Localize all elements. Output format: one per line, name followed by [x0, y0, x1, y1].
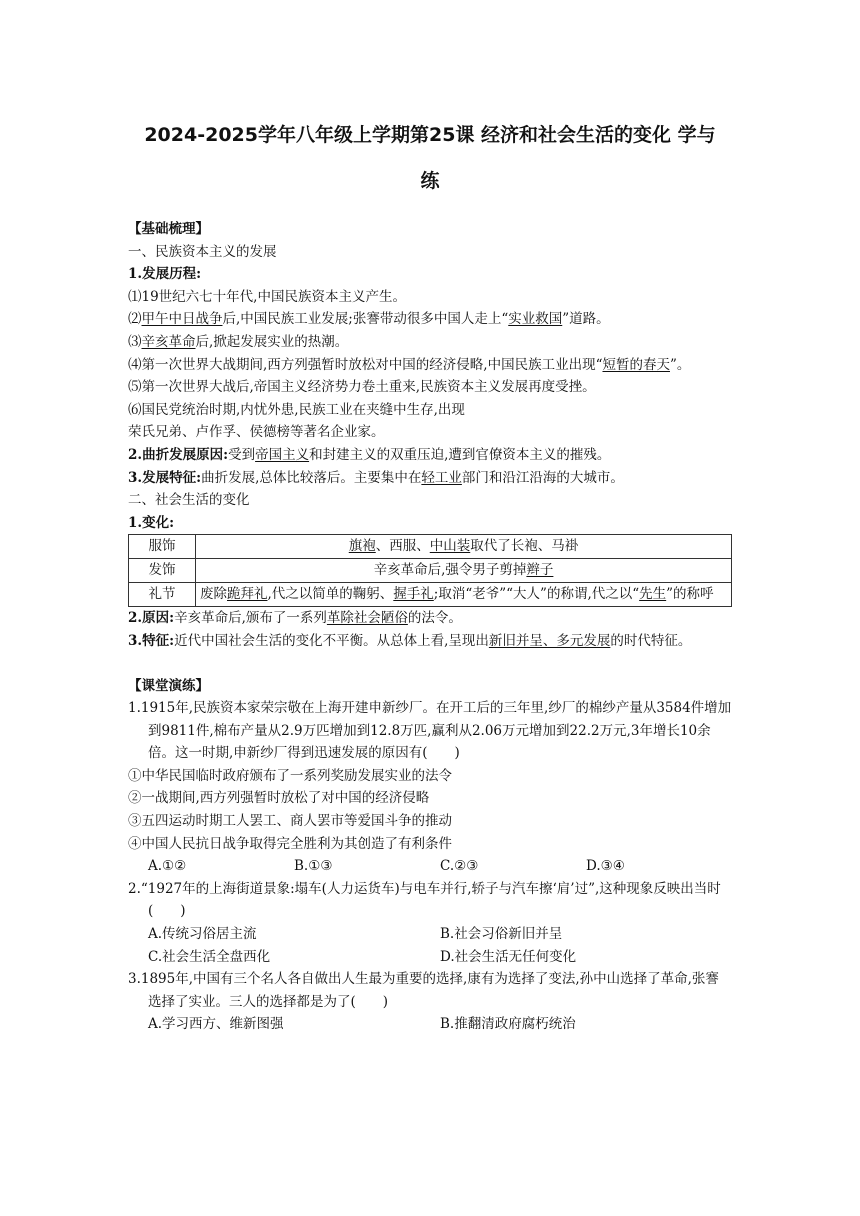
point-reason: 2.曲折发展原因:受到帝国主义和封建主义的双重压迫,遭到官僚资本主义的摧残。 [128, 446, 611, 463]
section-heading-basics: 【基础梳理】 [128, 221, 209, 237]
underlined-term: 短暂的春天 [602, 356, 670, 373]
changes-table [128, 534, 732, 607]
table-key-cell: 礼节 [129, 583, 196, 607]
question-2-options-row-1 [128, 923, 732, 946]
history-item-6b: 荣氏兄弟、卢作孚、侯德榜等著名企业家。 [128, 424, 385, 441]
table-row [129, 559, 732, 583]
question-1-statement: ③五四运动时期工人罢工、商人罢市等爱国斗争的推动 [128, 813, 452, 830]
underlined-term: 革除社会陋俗 [326, 610, 408, 627]
option-a[interactable]: A.传统习俗居主流 [148, 926, 257, 943]
underlined-term: 辛亥革命 [141, 333, 196, 350]
underlined-term: 新旧并呈、多元发展 [488, 632, 611, 649]
option-d[interactable]: D.社会生活无任何变化 [440, 948, 577, 965]
underlined-term: 实业救国 [508, 311, 563, 328]
point-feature: 3.发展特征:曲折发展,总体比较落后。主要集中在轻工业部门和沿江沿海的大城市。 [128, 469, 624, 486]
question-1-statement: ④中国人民抗日战争取得完全胜利为其创造了有利条件 [128, 835, 452, 852]
history-item-3: ⑶辛亥革命后,掀起发展实业的热潮。 [128, 333, 349, 350]
option-d[interactable]: D.③④ [586, 858, 625, 875]
history-item-6a: ⑹国民党统治时期,内忧外患,民族工业在夹缝中生存,出现 [128, 401, 465, 418]
subsection-title-2: 二、社会生活的变化 [128, 492, 250, 509]
page-title [120, 112, 740, 204]
table-key-cell: 发饰 [129, 559, 196, 583]
history-item-1: ⑴19世纪六七十年代,中国民族资本主义产生。 [128, 288, 406, 305]
question-2-options-row-2 [128, 946, 732, 969]
point-label-history: 1.发展历程: [128, 266, 202, 283]
option-b[interactable]: B.①③ [294, 858, 333, 875]
point-label-changes: 1.变化: [128, 514, 175, 531]
table-value-cell: 辛亥革命后,强令男子剪掉辫子 [196, 559, 732, 583]
table-row [129, 535, 732, 559]
table-value-cell: 旗袍、西服、中山装取代了长袍、马褂 [196, 535, 732, 559]
title-line-2: 练 [420, 170, 440, 192]
question-1-options [128, 855, 732, 878]
subsection-title-1: 一、民族资本主义的发展 [128, 243, 277, 260]
changes-reason: 2.原因:辛亥革命后,颁布了一系列革除社会陋俗的法令。 [128, 610, 462, 627]
underlined-term: 甲午中日战争 [141, 311, 223, 328]
history-item-5: ⑸第一次世界大战后,帝国主义经济势力卷土重来,民族资本主义发展再度受挫。 [128, 379, 596, 396]
underlined-term: 帝国主义 [255, 446, 310, 463]
option-a[interactable]: A.学习西方、维新图强 [148, 1016, 284, 1033]
content-body [128, 218, 732, 1036]
option-c[interactable]: C.社会生活全盘西化 [148, 948, 271, 965]
question-1-statement: ①中华民国临时政府颁布了一系列奖励发展实业的法令 [128, 767, 452, 784]
option-b[interactable]: B.推翻清政府腐朽统治 [440, 1016, 576, 1033]
table-value-cell: 废除跪拜礼,代之以简单的鞠躬、握手礼;取消“老爷”“大人”的称谓,代之以“先生”的称呼 [196, 583, 732, 607]
question-3-options-row-1 [128, 1013, 732, 1036]
option-b[interactable]: B.社会习俗新旧并呈 [440, 926, 563, 943]
history-item-2: ⑵甲午中日战争后,中国民族工业发展;张謇带动很多中国人走上“实业救国”道路。 [128, 311, 610, 328]
table-key-cell: 服饰 [129, 535, 196, 559]
underlined-term: 轻工业 [421, 469, 462, 486]
title-line-1: 2024-2025学年八年级上学期第25课 经济和社会生活的变化 学与 [144, 124, 716, 146]
table-row [129, 583, 732, 607]
question-1-stem: 1.1915年,民族资本家荣宗敬在上海开建申新纱厂。在开工后的三年里,纱厂的棉纱产量从3584件增加到9811件,棉布产量从2.9万匹增加到12.8万匹,赢利从2.06万元增加到22.2万元,3年增长10余倍。这一时期,申新纱厂得到迅速发展的原因有( ) [128, 700, 732, 762]
question-3-stem: 3.1895年,中国有三个名人各自做出人生最为重要的选择,康有为选择了变法,孙中山选择了革命,张謇选择了实业。三人的选择都是为了( ) [128, 971, 719, 1010]
question-2-stem: 2.“1927年的上海街道景象:塌车(人力运货车)与电车并行,轿子与汽车擦‘肩’过”,这种现象反映出当时( ) [128, 880, 721, 920]
section-heading-practice: 【课堂演练】 [128, 677, 209, 694]
history-item-4: ⑷第一次世界大战期间,西方列强暂时放松对中国的经济侵略,中国民族工业出现“短暂的春天”。 [128, 356, 691, 373]
changes-feature: 3.特征:近代中国社会生活的变化不平衡。从总体上看,呈现出新旧并呈、多元发展的时代特征。 [128, 632, 692, 649]
question-1-statement: ②一战期间,西方列强暂时放松了对中国的经济侵略 [128, 790, 430, 807]
option-c[interactable]: C.②③ [440, 858, 479, 875]
option-a[interactable]: A.①② [148, 858, 187, 875]
